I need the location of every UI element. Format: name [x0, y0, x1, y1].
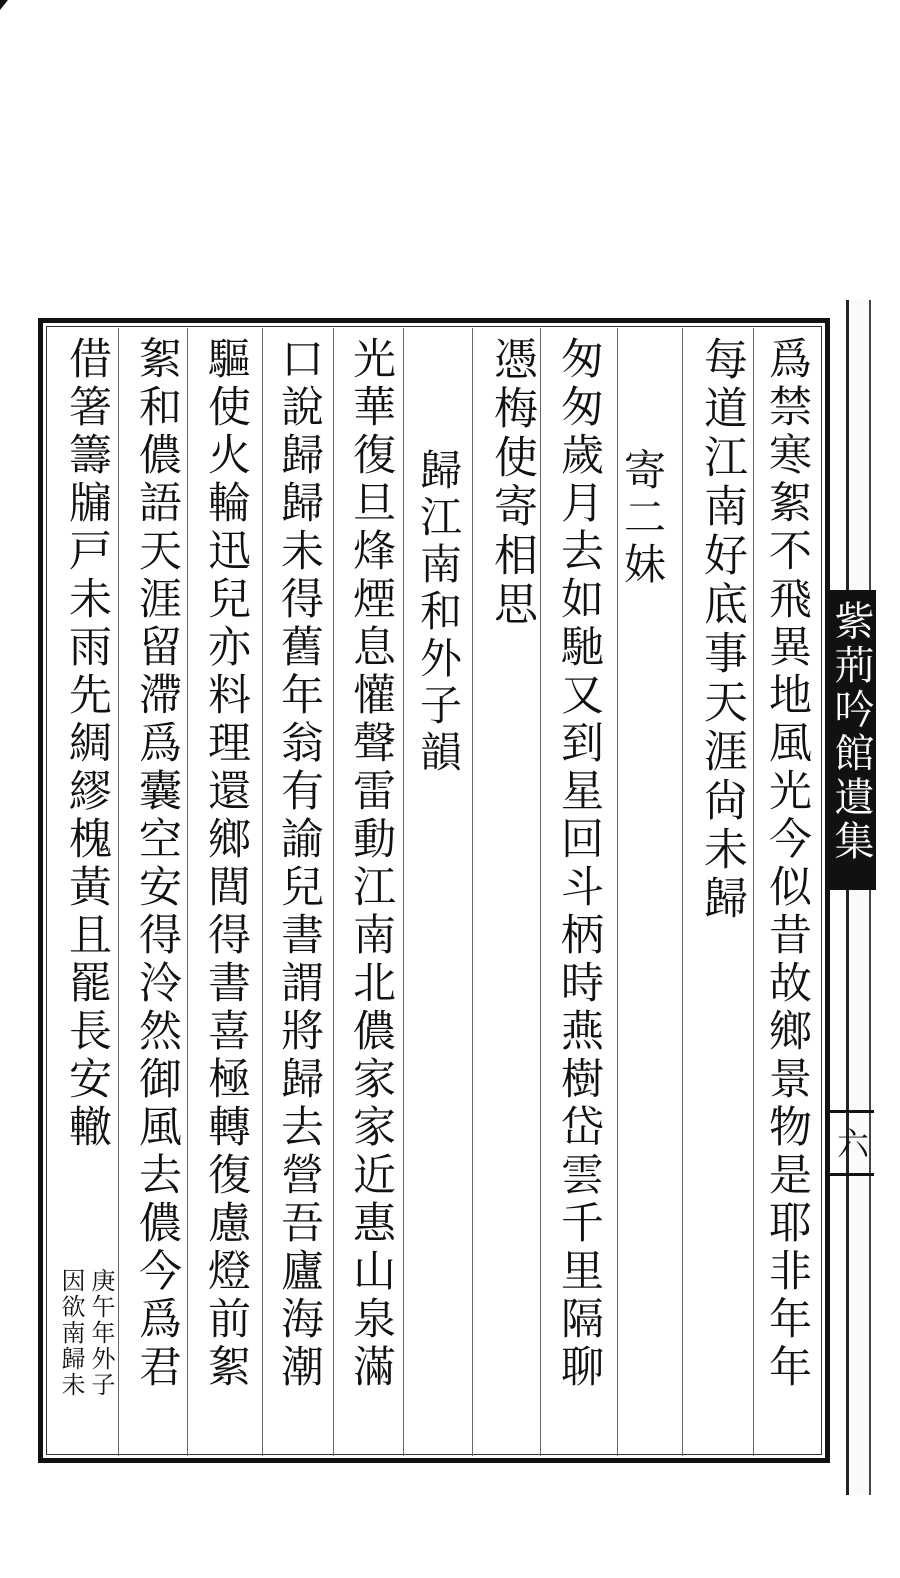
- page-edge-strip: [846, 300, 871, 1495]
- text-column: 絮和儂語天涯留滯爲囊空安得泠然御風去儂今爲君: [132, 336, 182, 1392]
- column-rule: [753, 328, 754, 1456]
- annotation-column: 庚午年外子: [87, 1268, 115, 1398]
- book-title-strip: [826, 590, 876, 890]
- column-rule: [472, 328, 473, 1456]
- text-column: 匆匆歲月去如馳又到星回斗柄時燕樹岱雲千里隔聊: [554, 336, 604, 1392]
- column-rule: [403, 328, 404, 1456]
- text-column: 每道江南好底事天涯尙未歸: [696, 336, 747, 924]
- column-rule: [118, 328, 119, 1456]
- annotation-column: 因欲南歸未: [57, 1268, 85, 1398]
- text-column: 光華復旦烽煙息懽聲雷動江南北儂家家近惠山泉滿: [346, 336, 396, 1392]
- poem-title: 歸江南和外子韻: [414, 448, 463, 777]
- column-rule: [262, 328, 263, 1456]
- text-column: 口說歸歸未得舊年翁有諭兒書謂將歸去營吾廬海潮: [274, 336, 324, 1392]
- text-column: 借箸籌牖戸未雨先綢繆槐黃且罷長安轍: [62, 336, 112, 1152]
- text-column: 驅使火輪迅兒亦料理還鄉閭得書喜極轉復慮燈前絮: [201, 336, 251, 1392]
- column-rule: [333, 328, 334, 1456]
- page-corner-mark: [0, 0, 8, 10]
- text-column: 憑梅使寄相思: [486, 336, 537, 630]
- column-rule: [682, 328, 683, 1456]
- book-title: 紫荊吟館遺集: [828, 600, 874, 864]
- page-number: 六: [828, 1110, 874, 1176]
- text-column: 爲禁寒絮不飛異地風光今似昔故鄉景物是耶非年年: [762, 336, 812, 1392]
- poem-title: 寄二妹: [618, 448, 667, 589]
